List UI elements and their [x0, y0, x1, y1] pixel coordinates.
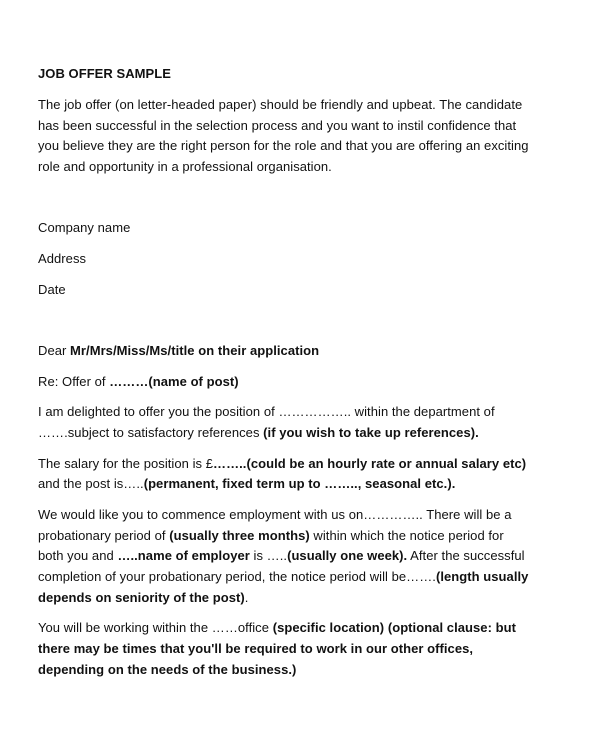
- address-field: Address: [38, 251, 87, 266]
- commence-line-3-bold-2: (usually one week).: [287, 548, 408, 563]
- intro-line-4: role and opportunity in a professional organisation.: [38, 159, 332, 174]
- intro-line-2: has been successful in the selection process and you want to instil confidence that: [38, 118, 517, 133]
- commence-line-5-bold: depends on seniority of the post): [38, 590, 245, 605]
- date-field: Date: [38, 282, 66, 297]
- company-name-field: Company name: [38, 220, 131, 235]
- salary-line-1-bold: ……..(could be an hourly rate or annual salary etc): [213, 456, 527, 471]
- location-line-3-bold: depending on the needs of the business.): [38, 662, 297, 677]
- commence-line-5: [38, 590, 248, 606]
- salary-line-1-text: The salary for the position is £: [38, 456, 214, 471]
- salary-line-2: [38, 476, 455, 492]
- re-post-name: ………(name of post): [109, 374, 239, 389]
- commence-line-4-text: completion of your probationary period, the notice period will be…….: [38, 569, 436, 584]
- position-line-2-text: …….subject to satisfactory references: [38, 425, 264, 440]
- commence-line-2-bold: (usually three months): [169, 528, 310, 543]
- position-line-2-bold: (if you wish to take up references).: [263, 425, 479, 440]
- commence-line-3-suffix: After the successful: [407, 548, 525, 563]
- location-line-1-bold: (specific location) (optional clause: but: [272, 620, 516, 635]
- position-line-1: I am delighted to offer you the position of …………….. within the department of: [38, 404, 495, 419]
- commence-line-1: We would like you to commence employment with us on………….. There will be a: [38, 507, 512, 522]
- re-line: [38, 374, 239, 390]
- commence-line-4: [38, 569, 528, 585]
- commence-line-2: [38, 528, 504, 544]
- commence-line-3-bold-1: …..name of employer: [117, 548, 250, 563]
- location-line-3: [38, 662, 296, 678]
- commence-line-4-bold: (length usually: [435, 569, 529, 584]
- salary-line-2-bold: (permanent, fixed term up to …….., seasonal etc.).: [143, 476, 456, 491]
- position-line-2: [38, 425, 479, 441]
- commence-line-2-suffix: within which the notice period for: [309, 528, 504, 543]
- salary-line-1: [38, 456, 526, 472]
- location-line-2: [38, 641, 473, 657]
- commence-line-3-mid: is …..: [249, 548, 288, 563]
- salutation-name: Mr/Mrs/Miss/Ms/title on their application: [70, 343, 320, 358]
- commence-line-3-text: both you and: [38, 548, 118, 563]
- commence-line-3: [38, 548, 525, 564]
- intro-line-3: you believe they are the right person for the role and that you are offering an exciting: [38, 138, 529, 153]
- location-line-1: [38, 620, 516, 636]
- salutation-line: [38, 343, 319, 359]
- document-title: JOB OFFER SAMPLE: [38, 66, 171, 81]
- location-line-1-text: You will be working within the ……office: [38, 620, 273, 635]
- salutation-prefix: Dear: [38, 343, 71, 358]
- location-line-2-bold: there may be times that you'll be required to work in our other offices,: [38, 641, 474, 656]
- commence-line-5-suffix: .: [244, 590, 249, 605]
- intro-line-1: The job offer (on letter-headed paper) should be friendly and upbeat. The candidate: [38, 97, 523, 112]
- salary-line-2-text: and the post is…..: [38, 476, 144, 491]
- re-prefix: Re: Offer of: [38, 374, 110, 389]
- commence-line-2-text: probationary period of: [38, 528, 170, 543]
